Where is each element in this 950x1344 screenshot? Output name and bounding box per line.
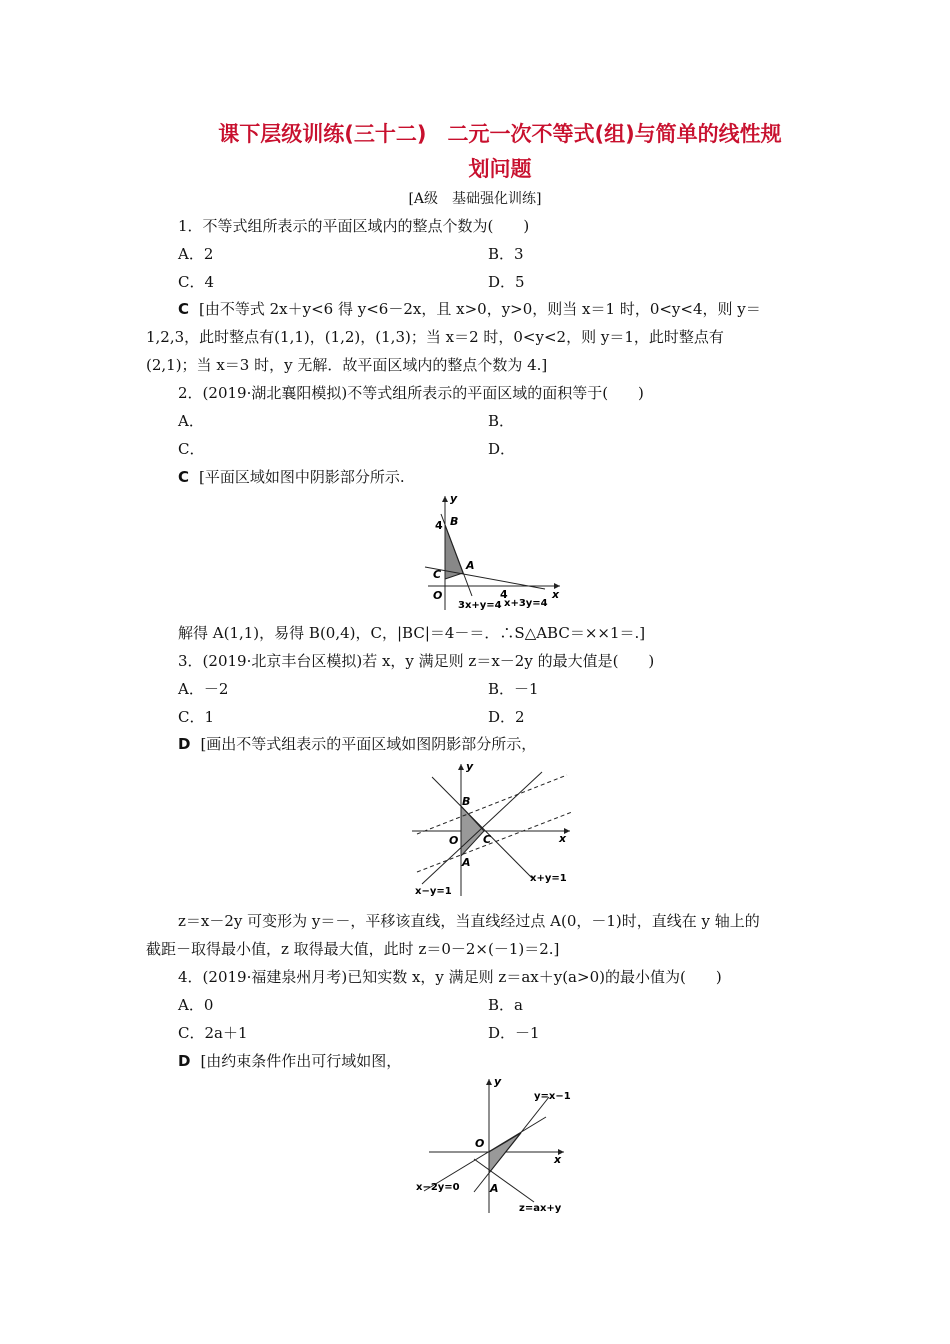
q2-option-b: B．: [488, 412, 515, 430]
q3-option-b: B．－1: [488, 680, 539, 698]
q2-solution-line1: C [平面区域如图中阴影部分所示.: [178, 468, 405, 486]
page-title-continued: 划问题: [468, 157, 532, 181]
q1-solution-line3: (2,1)；当 x＝3 时，y 无解．故平面区域内的整点个数为 4.]: [146, 356, 548, 374]
q1-solution-line2: 1,2,3，此时整点有(1,1)，(1,2)，(1,3)；当 x＝2 时，0<y<2，则 y＝1，此时整点有: [146, 328, 724, 346]
q3-stem: 3．(2019·北京丰台区模拟)若 x，y 满足则 z＝x－2y 的最大值是( ): [178, 652, 655, 670]
q4-option-b: B．a: [488, 996, 523, 1014]
q3-point-b: B: [462, 795, 471, 808]
q3-x-label: x: [559, 832, 567, 845]
q2-solution-line2: 解得 A(1,1)，易得 B(0,4)，C，|BC|＝4－＝．∴S△ABC＝××1＝.]: [178, 624, 646, 642]
q4-option-a: A．0: [178, 996, 214, 1014]
q2-point-c: C: [433, 568, 442, 581]
q2-x-label: x: [552, 588, 560, 601]
q2-point-a: A: [466, 559, 475, 572]
q4-option-c: C．2a＋1: [178, 1024, 248, 1042]
page-title: 课下层级训练(三十二) 二元一次不等式(组)与简单的线性规: [218, 122, 782, 146]
q3-answer: D: [178, 735, 191, 753]
q3-origin-label: O: [449, 834, 459, 847]
q4-figure: [414, 1075, 579, 1217]
q2-answer: C: [178, 468, 190, 486]
q2-stem: 2．(2019·湖北襄阳模拟)不等式组所表示的平面区域的面积等于( ): [178, 384, 644, 402]
q3-option-d: D．2: [488, 708, 525, 726]
q3-solution-line1: D [画出不等式组表示的平面区域如图阴影部分所示，: [178, 735, 537, 753]
q3-option-a: A．－2: [178, 680, 229, 698]
q4-x-label: x: [554, 1153, 562, 1166]
q2-option-d: D．: [488, 440, 516, 458]
q3-line-label-2: x+y=1: [530, 873, 567, 884]
q2-option-c: C．: [178, 440, 205, 458]
q1-option-c: C．4: [178, 273, 215, 291]
q4-y-label: y: [494, 1075, 502, 1088]
q4-answer: D: [178, 1052, 191, 1070]
q4-origin-label: O: [475, 1137, 485, 1150]
q4-point-a: A: [490, 1182, 499, 1195]
q3-y-label: y: [466, 760, 474, 773]
q2-point-b: B: [450, 515, 459, 528]
q3-option-c: C．1: [178, 708, 215, 726]
q3-solution-line3: 截距－取得最小值，z 取得最大值，此时 z＝0－2×(－1)＝2.]: [146, 940, 560, 958]
q1-option-a: A．2: [178, 245, 214, 263]
q3-figure: [412, 760, 577, 898]
q4-solution-line1: D [由约束条件作出可行域如图，: [178, 1052, 402, 1070]
q2-option-a: A．: [178, 412, 204, 430]
q2-x-tick-4: 4: [500, 588, 508, 601]
q2-figure: [420, 492, 565, 614]
q1-stem: 1．不等式组所表示的平面区域内的整点个数为( ): [178, 217, 530, 235]
q3-line-label-1: x−y=1: [415, 886, 452, 897]
q2-y-tick-4: 4: [435, 519, 443, 532]
q2-line-label-2: x+3y=4: [504, 598, 548, 609]
q3-point-c: C: [483, 833, 492, 846]
q2-line-label-1: 3x+y=4: [458, 600, 502, 611]
q3-point-a: A: [462, 856, 471, 869]
q4-line-label-3: z=ax+y: [519, 1203, 562, 1214]
section-label: [A级 基础强化训练]: [408, 191, 542, 207]
q1-answer: C: [178, 300, 190, 318]
q4-line-label-2: x−2y=0: [416, 1182, 460, 1193]
q1-solution-line1: C [由不等式 2x＋y<6 得 y<6－2x，且 x>0，y>0，则当 x＝1 时，0<y<4，则 y＝: [178, 300, 761, 318]
q1-option-b: B．3: [488, 245, 524, 263]
q3-solution-line2: z＝x－2y 可变形为 y＝－，平移该直线，当直线经过点 A(0，－1)时，直线在 y 轴上的: [178, 912, 760, 930]
q4-line-label-1: y=x−1: [534, 1091, 571, 1102]
q2-origin-label: O: [433, 589, 443, 602]
q1-option-d: D．5: [488, 273, 525, 291]
q4-stem: 4．(2019·福建泉州月考)已知实数 x，y 满足则 z＝ax＋y(a>0)的最小值为( ): [178, 968, 722, 986]
q2-y-label: y: [450, 492, 458, 505]
q4-option-d: D．－1: [488, 1024, 540, 1042]
